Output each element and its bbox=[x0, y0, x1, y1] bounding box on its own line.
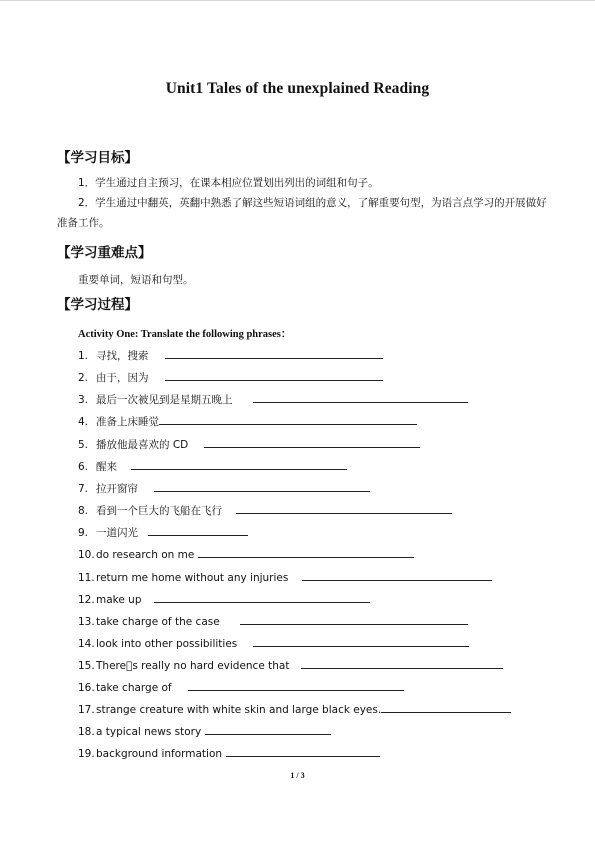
phrase-item bbox=[78, 391, 468, 407]
phrase-number: 18. bbox=[78, 726, 95, 738]
phrase-number: 1. bbox=[78, 350, 89, 362]
answer-blank[interactable] bbox=[165, 369, 383, 381]
answer-blank[interactable] bbox=[159, 413, 417, 425]
phrase-number: 9. bbox=[78, 527, 89, 539]
phrase-item bbox=[78, 458, 347, 474]
phrase-number: 17. bbox=[78, 704, 95, 716]
phrase-item bbox=[78, 436, 420, 452]
phrase-number: 7. bbox=[78, 483, 89, 495]
answer-blank[interactable] bbox=[236, 502, 452, 514]
phrase-number: 14. bbox=[78, 638, 95, 650]
phrase-text: do research on me bbox=[96, 549, 195, 561]
goals-paragraph-1: 1．学生通过自主预习，在课本相应位置划出列出的词组和句子。 bbox=[78, 177, 379, 189]
answer-blank[interactable] bbox=[154, 480, 370, 492]
phrase-text: 准备上床睡觉 bbox=[96, 416, 159, 428]
section-goals-heading: 【学习目标】 bbox=[57, 150, 138, 166]
phrase-text: take charge of bbox=[96, 682, 172, 694]
answer-blank[interactable] bbox=[381, 701, 511, 713]
phrase-item bbox=[78, 480, 370, 496]
answer-blank[interactable] bbox=[205, 723, 331, 735]
answer-blank[interactable] bbox=[301, 657, 503, 669]
phrase-text: 播放他最喜欢的 CD bbox=[96, 439, 189, 451]
phrase-text: 看到一个巨大的飞船在飞行 bbox=[96, 505, 222, 517]
phrase-item bbox=[78, 347, 383, 363]
answer-blank[interactable] bbox=[240, 613, 468, 625]
phrase-item bbox=[78, 613, 468, 629]
phrase-text: make up bbox=[96, 594, 142, 606]
phrase-text: 拉开窗帘 bbox=[96, 483, 138, 495]
phrase-text: 醒来 bbox=[96, 461, 117, 473]
phrase-number: 15. bbox=[78, 660, 95, 672]
phrase-text: strange creature with white skin and large black eyes. bbox=[96, 704, 382, 716]
phrase-text: 最后一次被见到是星期五晚上 bbox=[96, 394, 233, 406]
answer-blank[interactable] bbox=[198, 546, 414, 558]
answer-blank[interactable] bbox=[253, 635, 469, 647]
phrase-text: 一道闪光 bbox=[96, 527, 138, 539]
phrase-text: There s really no hard evidence that bbox=[96, 660, 290, 672]
phrase-text: background information bbox=[96, 748, 223, 760]
answer-blank[interactable] bbox=[165, 347, 383, 359]
phrase-text: a typical news story bbox=[96, 726, 202, 738]
phrase-item bbox=[78, 657, 503, 673]
phrase-item bbox=[78, 413, 417, 429]
page-number: 1 / 3 bbox=[290, 771, 305, 780]
phrase-number: 3. bbox=[78, 394, 89, 406]
key-points-text: 重要单词，短语和句型。 bbox=[78, 274, 194, 286]
phrase-text: look into other possibilities bbox=[96, 638, 238, 650]
phrase-number: 13. bbox=[78, 616, 95, 628]
phrase-item bbox=[78, 679, 404, 695]
answer-blank[interactable] bbox=[188, 679, 404, 691]
phrase-item bbox=[78, 591, 370, 607]
answer-blank[interactable] bbox=[302, 569, 492, 581]
phrase-number: 4. bbox=[78, 416, 89, 428]
phrase-item bbox=[78, 569, 492, 585]
answer-blank[interactable] bbox=[253, 391, 468, 403]
phrase-number: 11. bbox=[78, 572, 95, 584]
phrase-item bbox=[78, 723, 331, 739]
goals-paragraph-2: 2．学生通过中翻英，英翻中熟悉了解这些短语词组的意义，了解重要句型，为语言点学习的开展做好准备工作。 bbox=[57, 197, 547, 229]
phrase-text: take charge of the case bbox=[96, 616, 220, 628]
section-process-heading: 【学习过程】 bbox=[57, 297, 138, 313]
answer-blank[interactable] bbox=[154, 591, 370, 603]
phrase-number: 19. bbox=[78, 748, 95, 760]
phrase-number: 12. bbox=[78, 594, 95, 606]
answer-blank[interactable] bbox=[131, 458, 347, 470]
document-title: Unit1 Tales of the unexplained Reading bbox=[165, 80, 430, 97]
answer-blank[interactable] bbox=[226, 745, 380, 757]
phrase-number: 2. bbox=[78, 372, 89, 384]
answer-blank[interactable] bbox=[148, 524, 248, 536]
phrase-text: 由于，因为 bbox=[96, 372, 149, 384]
answer-blank[interactable] bbox=[204, 436, 420, 448]
phrase-number: 10. bbox=[78, 549, 95, 561]
phrase-number: 6. bbox=[78, 461, 89, 473]
section-key-points-heading: 【学习重难点】 bbox=[57, 245, 152, 261]
phrase-item bbox=[78, 369, 383, 385]
phrase-number: 5. bbox=[78, 439, 89, 451]
phrase-number: 16. bbox=[78, 682, 95, 694]
phrase-item bbox=[78, 635, 469, 651]
phrase-text: 寻找，搜索 bbox=[96, 350, 149, 362]
phrase-item bbox=[78, 745, 380, 761]
activity-one-title: Activity One: Translate the following phrases： bbox=[78, 329, 292, 340]
phrase-number: 8. bbox=[78, 505, 89, 517]
phrase-item bbox=[78, 701, 511, 717]
phrase-item bbox=[78, 546, 414, 562]
phrase-item bbox=[78, 502, 452, 518]
phrase-item bbox=[78, 524, 248, 540]
top-border-line bbox=[0, 0, 595, 1]
phrase-text: return me home without any injuries bbox=[96, 572, 289, 584]
